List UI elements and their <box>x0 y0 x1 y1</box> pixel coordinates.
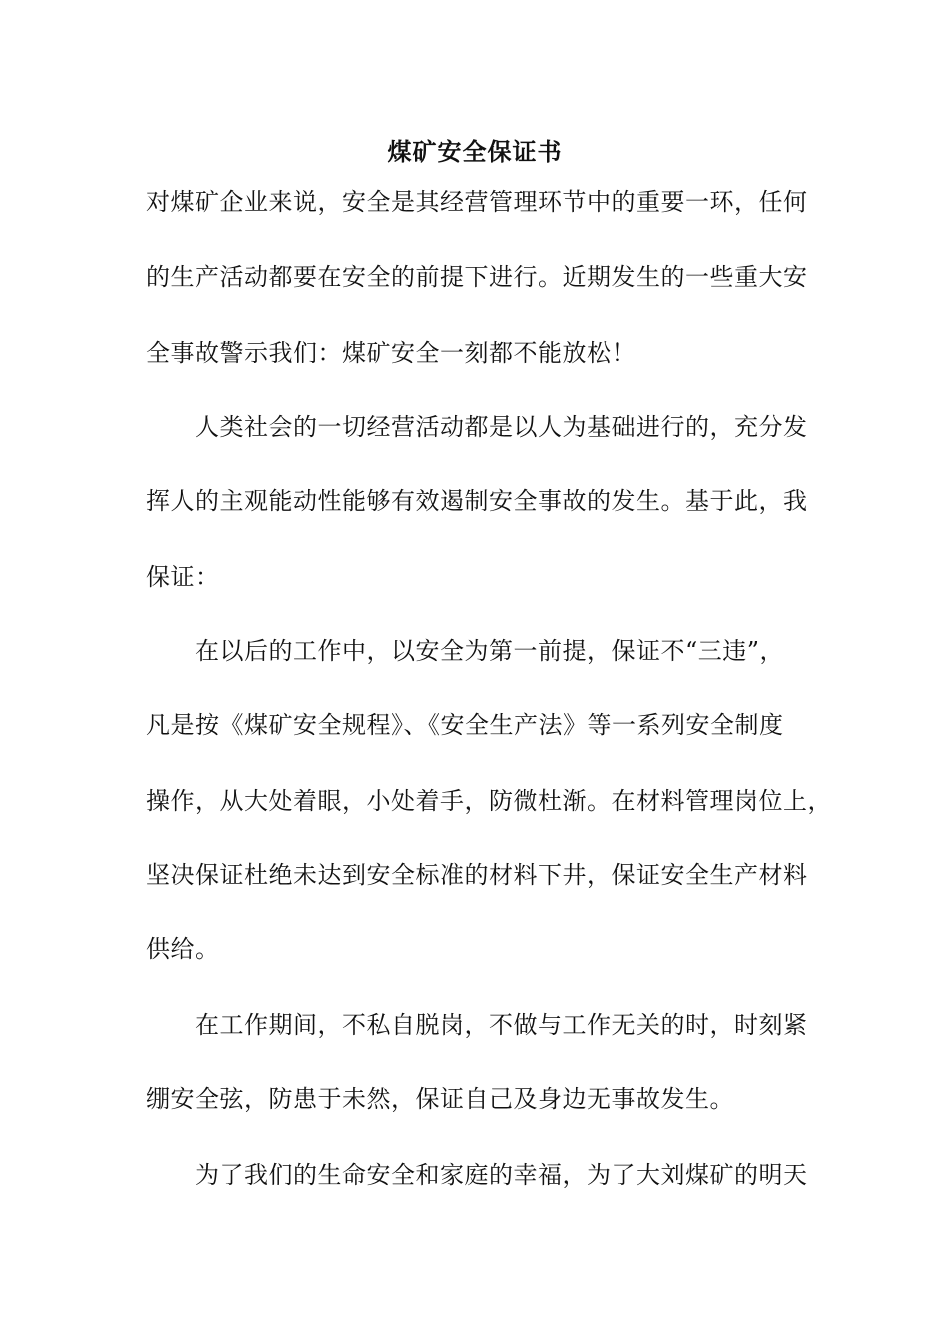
text-line-13: 绷安全弦，防患于未然，保证自己及身边无事故发生。 <box>146 1085 734 1113</box>
text-line-4: 人类社会的一切经营活动都是以人为基础进行的，充分发 <box>146 413 808 441</box>
text-line-9: 操作，从大处着眼，小处着手，防微杜渐。在材料管理岗位上， <box>146 787 832 815</box>
text-line-6: 保证： <box>146 563 220 591</box>
text-line-11: 供给。 <box>146 935 220 963</box>
text-line-12: 在工作期间，不私自脱岗，不做与工作无关的时，时刻紧 <box>146 1011 808 1039</box>
text-line-14: 为了我们的生命安全和家庭的幸福，为了大刘煤矿的明天 <box>146 1161 808 1189</box>
text-line-8: 凡是按《煤矿安全规程》、《安全生产法》等一系列安全制度 <box>146 711 784 739</box>
text-line-10: 坚决保证杜绝未达到安全标准的材料下井，保证安全生产材料 <box>146 861 808 889</box>
text-line-5: 挥人的主观能动性能够有效遏制安全事故的发生。基于此，我 <box>146 487 808 515</box>
document-title: 煤矿安全保证书 <box>387 137 563 166</box>
text-line-2: 的生产活动都要在安全的前提下进行。近期发生的一些重大安 <box>146 263 808 291</box>
text-line-7: 在以后的工作中，以安全为第一前提，保证不“三违”， <box>146 637 785 665</box>
text-line-1: 对煤矿企业来说，安全是其经营管理环节中的重要一环，任何 <box>146 188 808 216</box>
text-line-3: 全事故警示我们：煤矿安全一刻都不能放松！ <box>146 339 636 367</box>
